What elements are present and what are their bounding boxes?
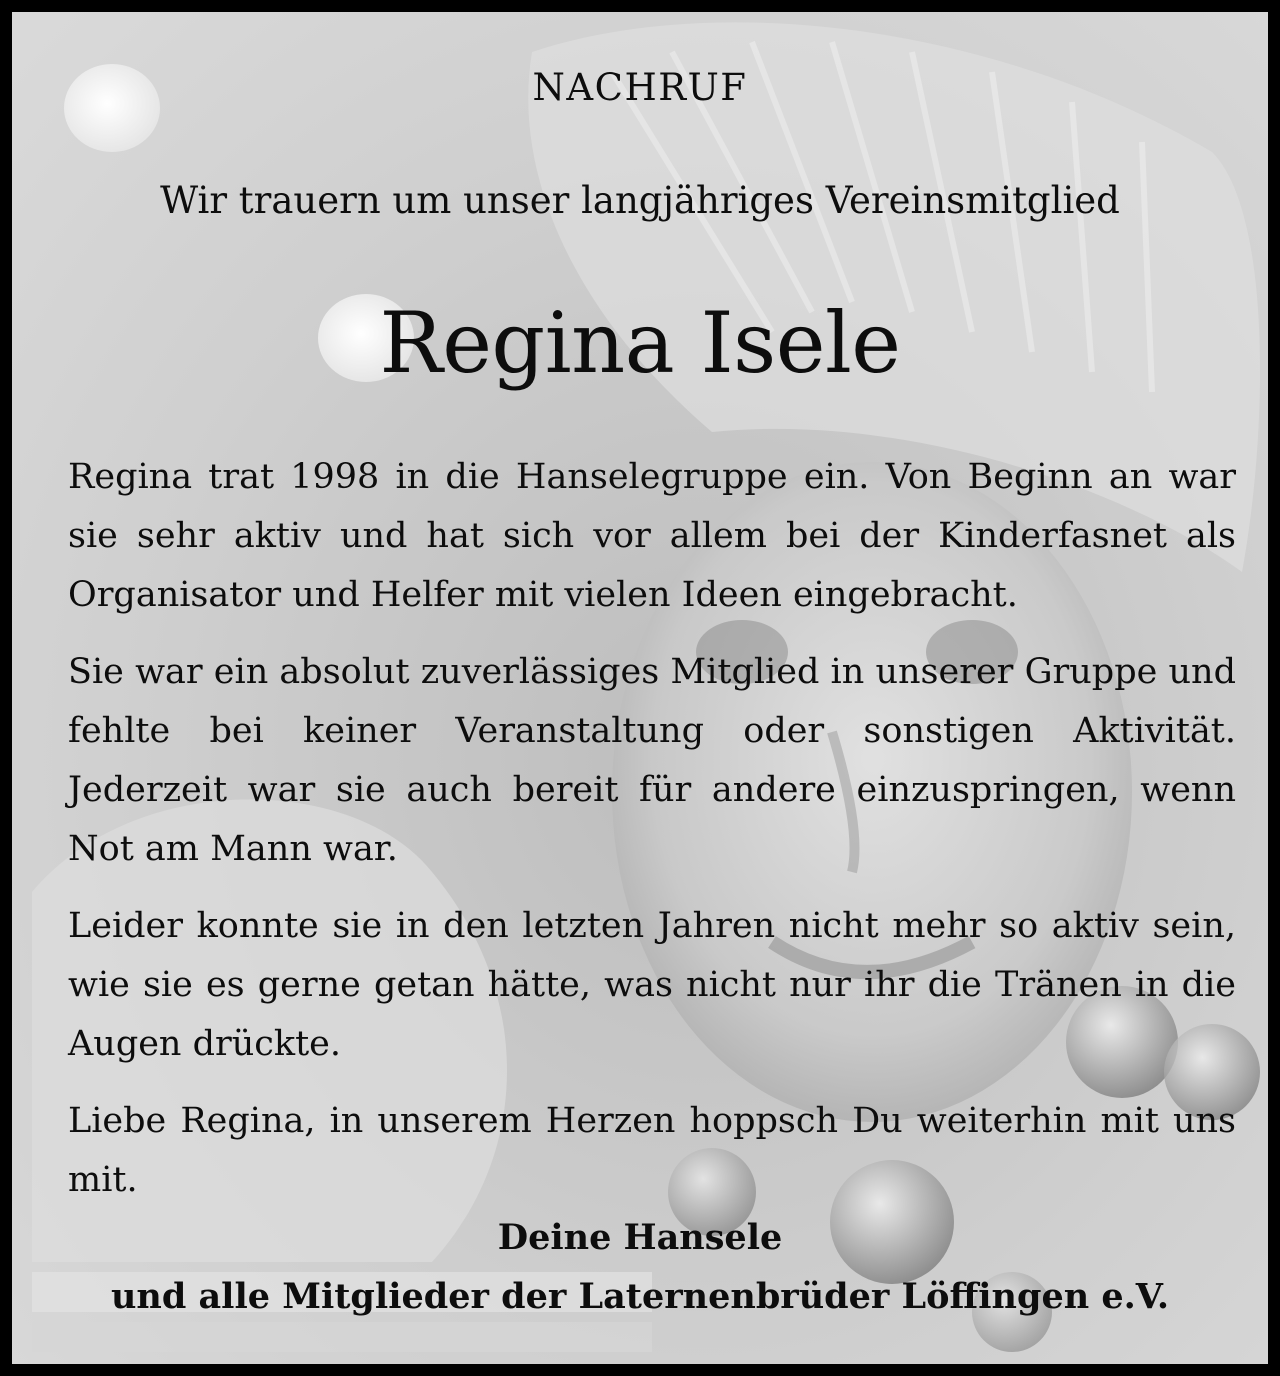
- notice-intro: Wir trauern um unser langjähriges Vereinsmitglied: [160, 179, 1120, 222]
- notice-heading: NACHRUF: [532, 66, 748, 109]
- notice-body: [68, 448, 1236, 1228]
- body-paragraph: Leider konnte sie in den letzten Jahren nicht mehr so aktiv sein, wie sie es gerne getan hätte, was nicht nur ihr die Tränen in die Augen drückte.: [68, 906, 1236, 1064]
- deceased-name: Regina Isele: [379, 294, 901, 392]
- signature-line: Deine Hansele: [497, 1217, 783, 1258]
- body-paragraph: Regina trat 1998 in die Hanselegruppe ein. Von Beginn an war sie sehr aktiv und hat sich vor allem bei der Kinderfasnet als Organisator und Helfer mit vielen Ideen eingebracht.: [68, 457, 1236, 615]
- notice-content: [12, 12, 1268, 1364]
- signature-line: und alle Mitglieder der Laternenbrüder Löffingen e.V.: [110, 1276, 1170, 1317]
- body-paragraph: Liebe Regina, in unserem Herzen hoppsch Du weiterhin mit uns mit.: [68, 1101, 1236, 1200]
- signature: [12, 1208, 1268, 1326]
- body-paragraph: Sie war ein absolut zuverlässiges Mitglied in unserer Gruppe und fehlte bei keiner Veranstaltung oder sonstigen Aktivität. Jederzeit war sie auch bereit für andere einzuspringen, wenn Not am Mann war.: [68, 652, 1236, 869]
